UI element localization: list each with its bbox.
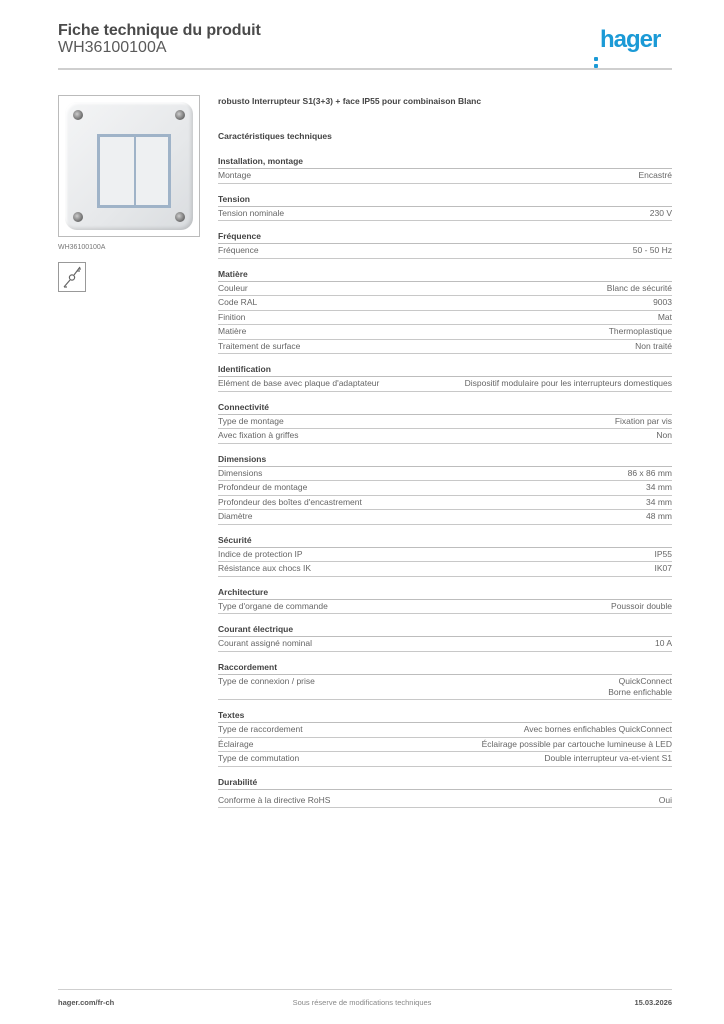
spec-row — [218, 510, 672, 525]
spec-label: Elément de base avec plaque d'adaptateur — [218, 378, 380, 388]
spec-value: IK07 — [654, 563, 672, 573]
spec-value — [608, 676, 672, 698]
footer-date: 15.03.2026 — [634, 998, 672, 1007]
spec-group-courant — [218, 623, 672, 652]
spec-value: 34 mm — [646, 496, 672, 507]
spec-value: Thermoplastique — [608, 326, 672, 336]
spec-group-tension — [218, 193, 672, 222]
group-title: Tension — [218, 193, 672, 207]
logo-text: hager — [600, 26, 661, 53]
spec-group-dimensions — [218, 453, 672, 525]
spec-row — [218, 467, 672, 482]
spec-row — [218, 311, 672, 326]
spec-value: Non traité — [635, 340, 672, 351]
spec-row — [218, 675, 672, 701]
spec-row — [218, 282, 672, 297]
spec-value: Dispositif modulaire pour les interrupteurs domestiques — [464, 378, 672, 388]
spec-label: Avec fixation à griffes — [218, 430, 299, 440]
footer-divider — [58, 989, 672, 990]
two-way-switch-symbol-icon — [58, 262, 86, 292]
spec-label: Fréquence — [218, 245, 259, 255]
spec-value: 86 x 86 mm — [627, 467, 672, 478]
spec-group-installation — [218, 155, 672, 184]
spec-label: Type de connexion / prise — [218, 675, 315, 686]
spec-label: Dimensions — [218, 467, 263, 478]
spec-value: Avec bornes enfichables QuickConnect — [523, 724, 672, 734]
spec-value: Mat — [657, 311, 672, 322]
spec-value: Double interrupteur va-et-vient S1 — [544, 753, 672, 763]
product-image — [58, 95, 200, 237]
spec-label: Code RAL — [218, 297, 258, 307]
spec-label: Type de montage — [218, 415, 284, 426]
spec-value: 50 - 50 Hz — [632, 245, 672, 255]
group-title: Courant électrique — [218, 623, 672, 637]
group-title: Raccordement — [218, 661, 672, 675]
spec-row — [218, 377, 672, 392]
spec-row — [218, 169, 672, 184]
spec-label: Profondeur de montage — [218, 482, 308, 492]
spec-label: Profondeur des boîtes d'encastrement — [218, 496, 362, 507]
spec-group-connectivite — [218, 401, 672, 444]
header-divider — [58, 68, 672, 70]
spec-value-line: Borne enfichable — [608, 686, 672, 697]
spec-value: 48 mm — [646, 511, 672, 521]
group-title: Sécurité — [218, 534, 672, 548]
spec-group-securite — [218, 534, 672, 577]
group-title: Identification — [218, 363, 672, 377]
spec-row — [218, 244, 672, 259]
spec-groups — [218, 155, 672, 817]
spec-row — [218, 325, 672, 340]
spec-label: Type d'organe de commande — [218, 600, 328, 611]
spec-row — [218, 562, 672, 577]
screw-icon — [73, 110, 83, 120]
document-title: Fiche technique du produit — [58, 22, 261, 39]
group-title: Textes — [218, 709, 672, 723]
spec-value: 34 mm — [646, 482, 672, 492]
spec-row — [218, 738, 672, 753]
group-title: Durabilité — [218, 776, 672, 790]
spec-value: 230 V — [649, 207, 672, 218]
footer-disclaimer: Sous réserve de modifications techniques — [292, 998, 432, 1007]
screw-icon — [175, 110, 185, 120]
footer-website-link[interactable]: hager.com/fr-ch — [58, 998, 115, 1007]
spec-label: Type de raccordement — [218, 724, 303, 734]
spec-value: 10 A — [654, 638, 672, 648]
product-name: robusto Interrupteur S1(3+3) + face IP55 pour combinaison Blanc — [218, 96, 482, 106]
spec-row — [218, 600, 672, 615]
spec-value: Fixation par vis — [614, 415, 672, 426]
spec-row — [218, 794, 672, 809]
spec-label: Diamètre — [218, 511, 253, 521]
spec-group-durabilite — [218, 776, 672, 809]
spec-value: Poussoir double — [611, 600, 672, 611]
group-title: Architecture — [218, 586, 672, 600]
spec-value: IP55 — [654, 548, 672, 559]
spec-row — [218, 207, 672, 222]
spec-value: Non — [656, 430, 672, 440]
wall-switch-product-image-icon — [65, 102, 193, 230]
rocker-divider — [134, 137, 136, 205]
spec-value-line: QuickConnect — [618, 675, 672, 686]
spec-label: Éclairage — [218, 738, 254, 749]
screw-icon — [73, 212, 83, 222]
spec-label: Résistance aux chocs IK — [218, 563, 312, 573]
group-title: Installation, montage — [218, 155, 672, 169]
spec-group-identification — [218, 363, 672, 392]
double-rocker — [97, 134, 171, 208]
spec-label: Indice de protection IP — [218, 548, 303, 559]
spec-row — [218, 429, 672, 444]
spec-row — [218, 481, 672, 496]
spec-value: Oui — [658, 794, 672, 805]
group-title: Connectivité — [218, 401, 672, 415]
spec-row — [218, 723, 672, 738]
image-caption: WH36100100A — [58, 244, 106, 251]
spec-group-textes — [218, 709, 672, 767]
hager-logo — [594, 26, 660, 54]
spec-row — [218, 415, 672, 430]
spec-value: Éclairage possible par cartouche lumineuse à LED — [481, 738, 672, 749]
spec-label: Matière — [218, 326, 247, 336]
spec-row — [218, 296, 672, 311]
spec-row — [218, 548, 672, 563]
screw-icon — [175, 212, 185, 222]
spec-row — [218, 340, 672, 355]
spec-label: Conforme à la directive RoHS — [218, 794, 331, 805]
spec-label: Tension nominale — [218, 207, 285, 218]
spec-group-raccordement — [218, 661, 672, 701]
group-title: Fréquence — [218, 230, 672, 244]
group-title: Dimensions — [218, 453, 672, 467]
group-title: Matière — [218, 268, 672, 282]
spec-value: 9003 — [653, 297, 672, 307]
spec-row — [218, 752, 672, 767]
spec-value: Blanc de sécurité — [606, 282, 672, 293]
spec-label: Montage — [218, 170, 252, 180]
product-reference: WH36100100A — [58, 39, 167, 56]
spec-value: Encastré — [638, 170, 672, 180]
spec-group-architecture — [218, 586, 672, 615]
spec-label: Courant assigné nominal — [218, 638, 313, 648]
spec-label: Traitement de surface — [218, 340, 301, 351]
spec-group-matiere — [218, 268, 672, 355]
spec-row — [218, 496, 672, 511]
spec-label: Type de commutation — [218, 753, 300, 763]
spec-label: Couleur — [218, 282, 248, 293]
spec-label: Finition — [218, 311, 246, 322]
spec-group-frequence — [218, 230, 672, 259]
spec-row — [218, 637, 672, 652]
section-title: Caractéristiques techniques — [218, 131, 332, 141]
